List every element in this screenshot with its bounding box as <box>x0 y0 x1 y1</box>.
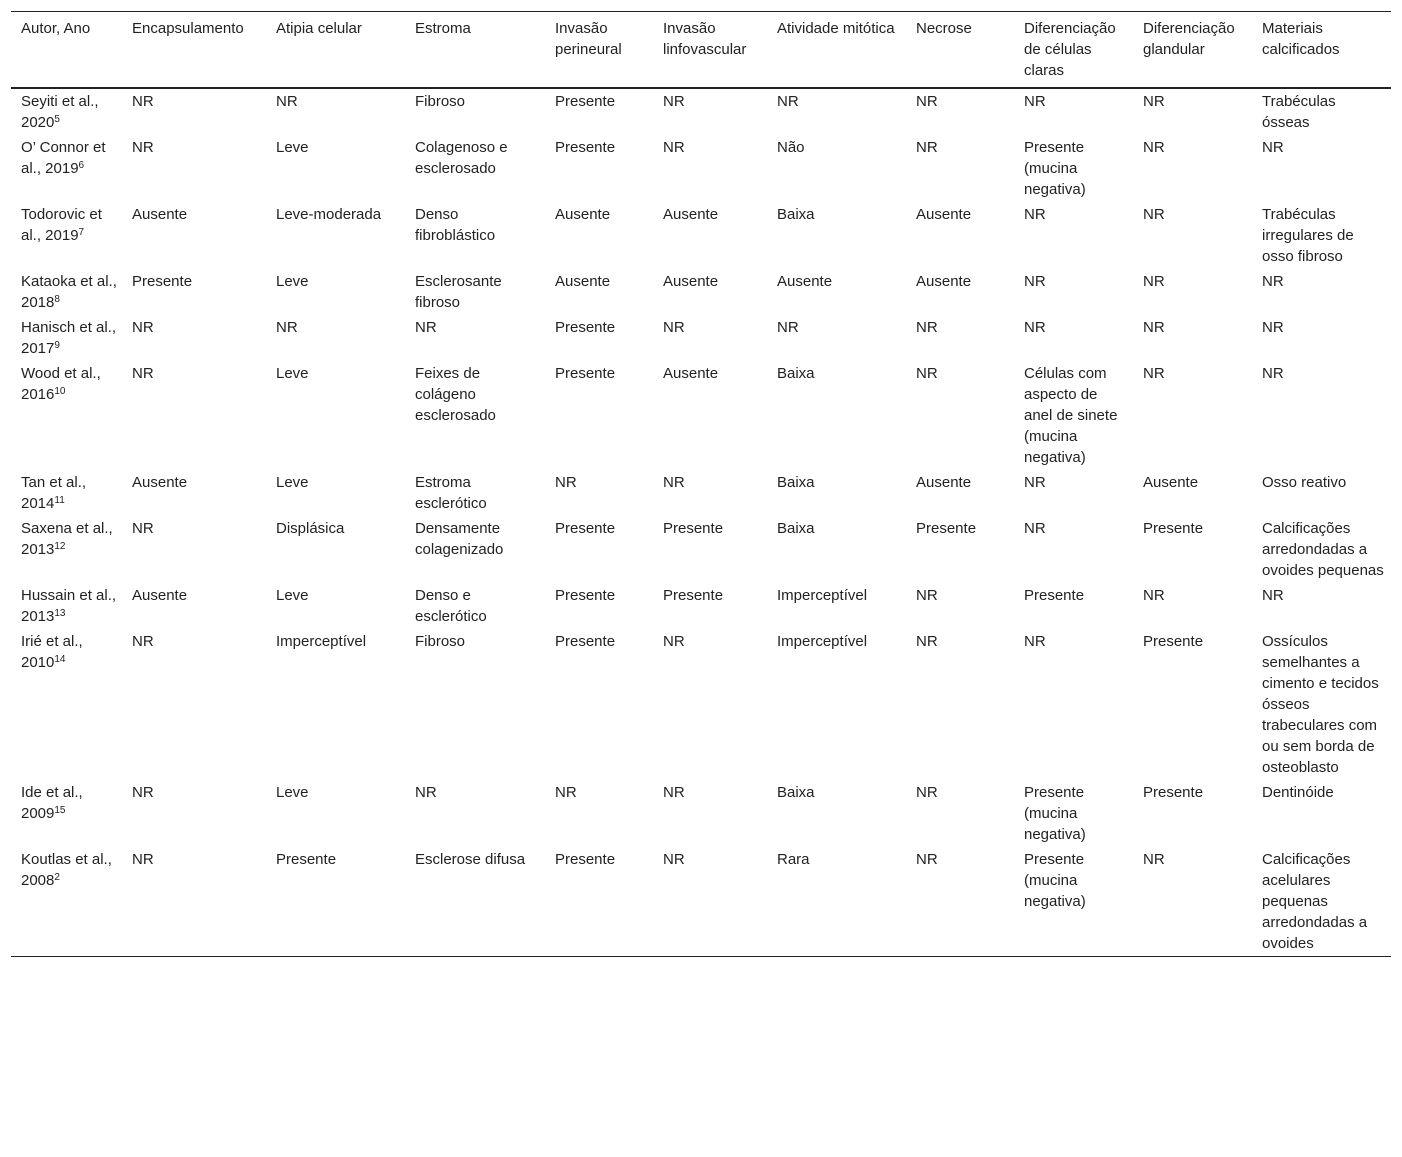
author-year-text: Irié et al., 2010 <box>21 633 83 671</box>
table-cell: Calcificações acelulares pequenas arredondadas a ovoides <box>1262 851 1368 952</box>
table-body <box>11 88 1391 957</box>
table-cell: NR <box>1262 273 1284 290</box>
table-cell: Presente <box>1024 587 1085 604</box>
table-cell: Ausente <box>777 273 833 290</box>
table-cell: NR <box>916 365 938 382</box>
column-header: Encapsulamento <box>122 12 266 89</box>
table-cell: NR <box>916 587 938 604</box>
table-cell: Presente <box>555 520 616 537</box>
table-cell: NR <box>1024 520 1046 537</box>
table-cell: Presente <box>555 139 616 156</box>
histopathology-table <box>11 11 1391 957</box>
table-cell: NR <box>1024 93 1046 110</box>
table-cell: Rara <box>777 851 810 868</box>
table-cell: NR <box>663 851 685 868</box>
table-cell: Colagenoso e esclerosado <box>415 139 508 177</box>
table-cell: Ausente <box>916 273 972 290</box>
author-year-cell <box>11 516 122 583</box>
table-row <box>11 202 1391 269</box>
reference-number: 7 <box>78 227 85 238</box>
table-cell: Baixa <box>777 784 815 801</box>
reference-number: 10 <box>54 386 66 397</box>
table-row <box>11 135 1391 202</box>
table-cell: NR <box>1262 365 1284 382</box>
author-year-cell <box>11 361 122 470</box>
table-cell: Presente <box>555 587 616 604</box>
table-cell: NR <box>276 319 298 336</box>
table-cell: NR <box>132 851 154 868</box>
reference-number: 14 <box>54 654 66 665</box>
table-cell: Baixa <box>777 474 815 491</box>
table-cell: Imperceptível <box>777 633 868 650</box>
table-cell: Presente <box>663 520 724 537</box>
table-cell: Trabéculas irregulares de osso fibroso <box>1262 206 1354 265</box>
table-cell: NR <box>1024 319 1046 336</box>
table-cell: Leve <box>276 273 309 290</box>
table-cell: NR <box>555 784 577 801</box>
table-cell: NR <box>132 784 154 801</box>
table-cell: NR <box>916 93 938 110</box>
author-year-cell <box>11 583 122 629</box>
table-cell: NR <box>777 93 799 110</box>
column-header: Atipia celular <box>266 12 405 89</box>
reference-number: 13 <box>54 608 66 619</box>
table-cell: Ausente <box>555 273 611 290</box>
table-row <box>11 629 1391 780</box>
reference-number: 11 <box>54 495 65 506</box>
table-cell: NR <box>916 851 938 868</box>
table-cell: NR <box>1024 633 1046 650</box>
table-cell: NR <box>415 784 437 801</box>
table-cell: NR <box>276 93 298 110</box>
column-header: Diferenciação glandular <box>1133 12 1252 89</box>
reference-number: 2 <box>54 872 60 883</box>
table-cell: Esclerosante fibroso <box>415 273 502 311</box>
table-cell: NR <box>1143 139 1165 156</box>
table-cell: NR <box>663 319 685 336</box>
header-row <box>11 12 1391 89</box>
table-cell: Presente (mucina negativa) <box>1024 784 1086 843</box>
table-cell: NR <box>1024 474 1046 491</box>
table-cell: Baixa <box>777 365 815 382</box>
table-cell: NR <box>132 139 154 156</box>
column-header: Estroma <box>405 12 545 89</box>
reference-number: 12 <box>54 541 66 552</box>
reference-number: 9 <box>54 340 60 351</box>
table-cell: Imperceptível <box>777 587 868 604</box>
author-year-cell <box>11 780 122 847</box>
table-cell: NR <box>1262 587 1284 604</box>
table-cell: Ausente <box>916 206 972 223</box>
table-cell: NR <box>663 474 685 491</box>
table-cell: Estroma esclerótico <box>415 474 487 512</box>
table-cell: Imperceptível <box>276 633 367 650</box>
table-cell: NR <box>1143 273 1165 290</box>
table-cell: Fibroso <box>415 93 466 110</box>
table-cell: Presente (mucina negativa) <box>1024 851 1086 910</box>
table-cell: Presente <box>1143 784 1204 801</box>
table-cell: NR <box>916 784 938 801</box>
author-year-cell <box>11 470 122 516</box>
table-cell: NR <box>132 93 154 110</box>
column-header: Diferenciação de células claras <box>1014 12 1133 89</box>
table-cell: NR <box>663 93 685 110</box>
table-cell: NR <box>1262 139 1284 156</box>
table-cell: NR <box>916 319 938 336</box>
table-cell: Leve <box>276 139 309 156</box>
table-cell: Presente <box>916 520 977 537</box>
reference-number: 6 <box>78 160 85 171</box>
reference-number: 8 <box>54 294 60 305</box>
author-year-cell <box>11 135 122 202</box>
table-cell: Displásica <box>276 520 345 537</box>
table-cell: NR <box>1143 587 1165 604</box>
table-cell: NR <box>132 319 154 336</box>
table-cell: Presente <box>1143 633 1204 650</box>
table-cell: NR <box>916 633 938 650</box>
table-cell: Densamente colagenizado <box>415 520 504 558</box>
author-year-text: O’ Connor et al., 2019 <box>21 139 106 177</box>
table-cell: Presente <box>555 633 616 650</box>
reference-number: 15 <box>54 805 66 816</box>
author-year-text: Saxena et al., 2013 <box>21 520 113 558</box>
table-cell: Ossículos semelhantes a cimento e tecidos ósseos trabeculares com ou sem borda de osteoblasto <box>1262 633 1379 776</box>
table-cell: NR <box>663 633 685 650</box>
column-header: Invasão perineural <box>545 12 653 89</box>
table-cell: Ausente <box>663 273 719 290</box>
table-cell: Dentinóide <box>1262 784 1334 801</box>
column-header: Atividade mitótica <box>767 12 906 89</box>
table-row <box>11 847 1391 957</box>
table-cell: Denso fibroblástico <box>415 206 496 244</box>
table-cell: NR <box>1262 319 1284 336</box>
table-cell: Leve <box>276 474 309 491</box>
table-cell: Células com aspecto de anel de sinete (mucina negativa) <box>1024 365 1118 466</box>
table-cell: Presente <box>555 93 616 110</box>
table-cell: NR <box>132 365 154 382</box>
author-year-text: Hussain et al., 2013 <box>21 587 117 625</box>
table-cell: Presente <box>555 319 616 336</box>
table-cell: Ausente <box>132 474 188 491</box>
table-cell: Baixa <box>777 520 815 537</box>
table-row <box>11 361 1391 470</box>
table-cell: Leve-moderada <box>276 206 382 223</box>
table-cell: NR <box>1024 273 1046 290</box>
table-cell: Feixes de colágeno esclerosado <box>415 365 496 424</box>
table-cell: Ausente <box>1143 474 1199 491</box>
author-year-text: Tan et al., 2014 <box>21 474 87 512</box>
table-cell: Fibroso <box>415 633 466 650</box>
table-cell: Ausente <box>916 474 972 491</box>
column-header: Invasão linfovascular <box>653 12 767 89</box>
table-row <box>11 269 1391 315</box>
table-cell: Presente <box>555 851 616 868</box>
author-year-cell <box>11 88 122 135</box>
table-row <box>11 583 1391 629</box>
table-row <box>11 470 1391 516</box>
table-cell: Presente <box>555 365 616 382</box>
table-row <box>11 780 1391 847</box>
table-cell: Presente <box>1143 520 1204 537</box>
column-header: Necrose <box>906 12 1014 89</box>
table-cell: Leve <box>276 365 309 382</box>
table-cell: NR <box>132 633 154 650</box>
table-cell: NR <box>663 784 685 801</box>
table-cell: Baixa <box>777 206 815 223</box>
table-cell: NR <box>1024 206 1046 223</box>
author-year-cell <box>11 629 122 780</box>
table-cell: Leve <box>276 587 309 604</box>
table-row <box>11 88 1391 135</box>
table-row <box>11 315 1391 361</box>
table-cell: Denso e esclerótico <box>415 587 487 625</box>
table-cell: Ausente <box>555 206 611 223</box>
table-cell: Ausente <box>663 206 719 223</box>
table-cell: NR <box>132 520 154 537</box>
reference-number: 5 <box>54 114 60 125</box>
table-cell: NR <box>916 139 938 156</box>
author-year-cell <box>11 269 122 315</box>
author-year-text: Seyiti et al., 2020 <box>21 93 99 131</box>
table-cell: Esclerose difusa <box>415 851 526 868</box>
table-cell: Presente <box>663 587 724 604</box>
table-cell: NR <box>1143 206 1165 223</box>
table-cell: NR <box>555 474 577 491</box>
author-year-text: Hanisch et al., 2017 <box>21 319 117 357</box>
table-cell: NR <box>663 139 685 156</box>
table-cell: NR <box>415 319 437 336</box>
table-cell: Presente <box>132 273 193 290</box>
table-cell: Leve <box>276 784 309 801</box>
table-cell: Não <box>777 139 805 156</box>
table-cell: NR <box>1143 851 1165 868</box>
author-year-text: Koutlas et al., 2008 <box>21 851 112 889</box>
table-cell: Ausente <box>663 365 719 382</box>
author-year-cell <box>11 847 122 957</box>
author-year-cell <box>11 315 122 361</box>
column-header: Materiais calcificados <box>1252 12 1391 89</box>
table-cell: NR <box>1143 93 1165 110</box>
table-cell: Presente (mucina negativa) <box>1024 139 1086 198</box>
table-cell: Presente <box>276 851 337 868</box>
table-cell: NR <box>777 319 799 336</box>
table-row <box>11 516 1391 583</box>
table-cell: NR <box>1143 365 1165 382</box>
author-year-text: Ide et al., 2009 <box>21 784 83 822</box>
table-cell: Ausente <box>132 206 188 223</box>
table-header <box>11 12 1391 89</box>
table-cell: Ausente <box>132 587 188 604</box>
column-header: Autor, Ano <box>11 12 122 89</box>
author-year-cell <box>11 202 122 269</box>
table-cell: Trabéculas ósseas <box>1262 93 1336 131</box>
author-year-text: Todorovic et al., 2019 <box>21 206 102 244</box>
table-cell: NR <box>1143 319 1165 336</box>
table-cell: Calcificações arredondadas a ovoides pequenas <box>1262 520 1384 579</box>
table-cell: Osso reativo <box>1262 474 1347 491</box>
author-year-text: Wood et al., 2016 <box>21 365 101 403</box>
author-year-text: Kataoka et al., 2018 <box>21 273 117 311</box>
